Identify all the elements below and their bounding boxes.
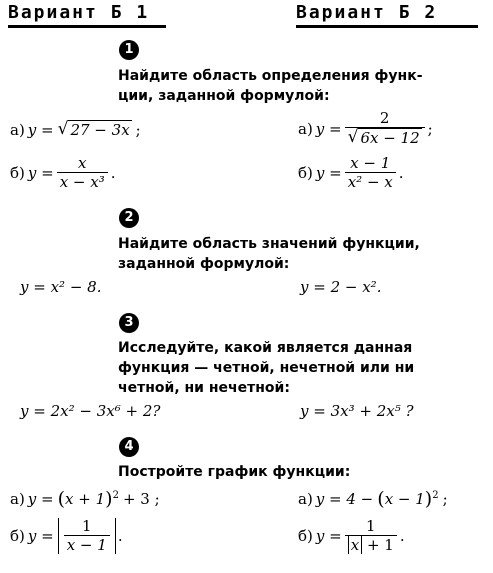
fraction (345, 155, 396, 191)
fraction (345, 110, 425, 147)
formula-t2-v2: y = 2 − x². (300, 278, 382, 296)
absolute-value (58, 518, 116, 554)
fraction (64, 518, 110, 554)
formula-t4-a-v1 (10, 490, 160, 508)
formula-t4-b-v1 (10, 518, 123, 554)
numerator: 2 (379, 109, 390, 127)
formula-t1-b-v1 (10, 155, 116, 191)
task-3-number-badge: 3 (119, 313, 139, 333)
denominator: x² − x (345, 172, 396, 191)
task-1-text (118, 66, 458, 106)
formula-tail: ; (135, 120, 141, 139)
paren-inner: x + 1 (65, 490, 106, 508)
task-3-text (118, 338, 458, 398)
close-paren: ) (105, 488, 113, 510)
task-4-line: Постройте график функции: (118, 464, 351, 480)
formula-lhs: y = (315, 119, 342, 138)
task-1-line: Найдите область определения функ- (118, 68, 423, 84)
formula-tail: . (399, 527, 405, 545)
exponent: 2 (432, 490, 439, 501)
task-2-number-badge: 2 (119, 208, 139, 228)
fraction (345, 518, 397, 554)
formula-t1-a-v2 (298, 110, 433, 147)
numerator: x (77, 154, 87, 172)
formula-label: а) (298, 119, 313, 138)
formula-lhs: y = 4 − (315, 490, 374, 508)
formula-tail: ; (427, 119, 433, 138)
formula-t1-b-v2 (298, 155, 404, 191)
formula-lhs: y = (315, 527, 342, 545)
formula-label: б) (298, 164, 313, 182)
formula-lhs: y = (27, 120, 54, 139)
numerator: x − 1 (350, 154, 391, 172)
paren-inner: x − 1 (384, 490, 425, 508)
formula-label: а) (10, 120, 25, 139)
formula-t4-b-v2 (298, 518, 405, 554)
task-4-number-badge: 4 (119, 437, 139, 457)
task-2-text (118, 234, 458, 274)
task-3-line: Исследуйте, какой является данная (118, 340, 413, 356)
task-4-text (118, 462, 458, 482)
formula-tail: . (398, 164, 404, 182)
formula-t2-v1: y = x² − 8. (20, 278, 102, 296)
formula-lhs: y = (27, 527, 54, 545)
formula-lhs: y = (27, 164, 54, 182)
variant-b1-header: Вариант Б 1 (8, 2, 166, 28)
numerator: 1 (81, 517, 92, 535)
formula-lhs: y = (27, 490, 54, 508)
fraction (57, 155, 108, 191)
task-1-line: ции, заданной формулой: (118, 88, 330, 104)
formula-label: б) (298, 527, 313, 545)
formula-label: б) (10, 164, 25, 182)
denominator: √ 6x − 12 (345, 127, 425, 147)
formula-tail: . (110, 164, 116, 182)
formula-label: а) (10, 490, 25, 508)
task-3-line: четной, ни нечетной: (118, 380, 290, 396)
exponent: 2 (112, 490, 119, 501)
task-2-line: Найдите область значений функции, (118, 236, 420, 252)
open-paren: ( (377, 488, 385, 510)
task-3-line: функция — четной, нечетной или ни (118, 360, 415, 376)
formula-label: б) (10, 527, 25, 545)
denominator: x − x³ (57, 172, 108, 191)
numerator: 1 (366, 517, 376, 535)
denominator: x + 1 (345, 535, 397, 554)
task-1-number-badge: 1 (119, 40, 139, 60)
formula-t1-a-v1 (10, 120, 141, 139)
sqrt-symbol: √ 27 − 3x (57, 119, 130, 139)
open-paren: ( (57, 488, 66, 510)
formula-t4-a-v2 (298, 490, 448, 508)
denominator: x − 1 (64, 535, 110, 554)
formula-t3-v2: y = 3x³ + 2x⁵ ? (300, 402, 414, 420)
formula-label: а) (298, 490, 313, 508)
formula-tail: . (117, 527, 123, 545)
formula-t3-v1: y = 2x² − 3x⁶ + 2? (20, 402, 161, 420)
formula-rest: ; (442, 490, 448, 508)
close-paren: ) (424, 488, 433, 510)
formula-rest: + 3 ; (122, 490, 160, 508)
variant-b2-header: Вариант Б 2 (296, 2, 478, 28)
formula-lhs: y = (315, 164, 342, 182)
task-2-line: заданной формулой: (118, 256, 290, 272)
radicand: 27 − 3x (70, 121, 130, 139)
